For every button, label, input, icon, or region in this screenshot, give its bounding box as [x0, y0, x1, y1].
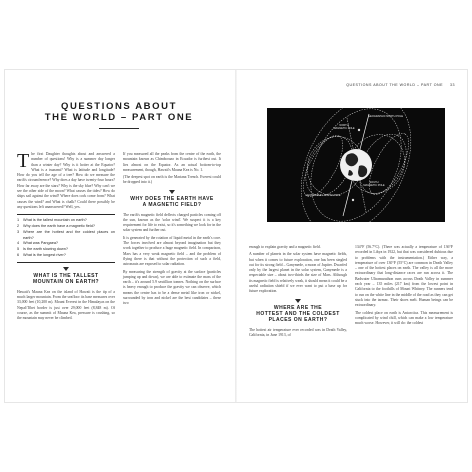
list-item-number: 1	[17, 218, 20, 223]
title-divider	[99, 128, 139, 129]
heading-line-2: MOUNTAIN ON EARTH?	[32, 279, 100, 286]
body-paragraph: If you measured all the peaks from the centre of the earth, the mountain known as Chimborazo in Ecuador is furthest out. It lies almost on the Equator. As an actual bottom-to-top measurement, though, Hawaii's Mauna Kea is No. 1.	[123, 152, 221, 172]
right-column-a	[249, 245, 347, 340]
heading-line-1: WHY DOES THE EARTH HAVE	[130, 195, 214, 202]
list-item-number: 5	[17, 247, 20, 252]
page-number: 33	[450, 83, 455, 87]
section-heading-magnetic-field	[123, 190, 221, 209]
list-item-text: What is the tallest mountain on earth?	[23, 218, 87, 223]
heading-marker-icon	[63, 267, 69, 271]
list-item-number: 3	[17, 229, 20, 234]
chapter-title	[19, 101, 219, 123]
body-paragraph: By measuring the strength of gravity at the surface (particles jumping up and down), we are able to estimate the mass of the earth – it's around 5.9 sextillion tonnes. Nothing on the surface is heavy enough to produce the gravity we can observe, which means the centre has to be a dense metal like iron or nickel, surrounded by iron and nickel are the best candidates – these two	[123, 269, 221, 306]
right-page	[237, 70, 467, 402]
section-heading-text	[123, 196, 221, 209]
intro-text: he first Daughter thoughts about and answered a number of questions! Why is a summer day longer than a winter day? Why is it hotter at the Equator? What is a tsunami? What is latitude and longitude? How do you tell the age of a tree? How do we measure the earth's circumference? Why does a day have twenty-four hours? How far away are the stars? Why is the sky blue? Why can't we see the other side of the moon? What causes the tides? How do ships sail against the wind? Where does cork come from? What causes the wind? and What is chalk? Could there possibly be any questions left unanswered? Well, yes.	[17, 152, 115, 209]
running-head-title: QUESTIONS ABOUT THE WORLD – PART ONE	[346, 83, 443, 87]
chapter-title-line-2: THE WORLD – PART ONE	[44, 112, 194, 123]
drop-cap: T	[17, 150, 30, 172]
body-paragraph: Hawaii's Mauna Kea on the island of Hawaii is the tip of a much larger mountain. From the seafloor its base measures over 33,000 feet (10,200 m). Mount Everest in the Himalayas on the Nepal/Tibet border is just over 29,000 feet (8,848 m). Of course, as the summit of Mauna Kea, pressure is crushing, so the mountain may never be climbed.	[17, 289, 115, 321]
running-head	[251, 83, 455, 91]
body-paragraph: enough to explain gravity and a magnetic field.	[249, 245, 321, 249]
chapter-title-line-1: QUESTIONS ABOUT	[60, 101, 177, 112]
list-item-number: 2	[17, 224, 20, 229]
heading-line-2: A MAGNETIC FIELD?	[142, 202, 202, 209]
body-paragraph: (The deepest spot on earth is the Mariana Trench. Everest could be dropped into it.)	[123, 175, 221, 185]
list-item-text: What is the longest river?	[23, 253, 66, 258]
pole-marker	[352, 199, 354, 201]
section-heading-text	[17, 273, 115, 286]
left-page	[5, 70, 235, 402]
label-geographic-south-pole: GEOGRAPHIC SOUTH POLE	[305, 194, 341, 197]
intro-paragraph	[17, 152, 115, 210]
body-paragraph: 134°F (56.7°C). (There was actually a temperature of 136°F recorded in Libya in 1922, but that was considered dubious due to problems with the instrumentation.) Either way, a temperature of over 130°F (55°C) are common in Death Valley – one of the hottest places on earth. The valley is all the more extraordinary that long-distance races are run across it. The Badwater Ultramarathon runs across Death Valley in summer each year – 135 miles (217 km) from the lowest point in California to the foothills of Mount Whitney. The runners tend to run on the white line in the middle of the road as they can get stuck into the tarmac. Their shoes melt. Human beings can be extraordinary.	[355, 245, 453, 308]
body-paragraph: The hottest air temperature ever recorded was in Death Valley, California, in June 1913, of	[249, 327, 347, 338]
body-paragraph: The coldest place on earth is Antarctica. This measurement is complicated by wind chill, which can make a low temperature much worse. However, it will do: the coldest	[355, 310, 453, 326]
body-paragraph: A number of planets in the solar system have magnetic fields, but when it comes to future exploration, one has been singled out for its strong field – Ganymede, a moon of Jupiter. Dwarfed only by the largest planet in the solar system, Ganymede is a respectable size – about two-thirds the size of Mars. Although its magnetic field is relatively weak, it should mean it could be a useful radiation shield if we ever want to put a base up for future exploration.	[249, 252, 347, 294]
body-paragraph: It is generated by the rotation of liquid metal in the earth's core. The forces involved are almost beyond imagination but they work together to produce a huge magnetic field. In comparison, Mars has a very weak magnetic field – and the problem of flying there is that without the protection of such a field, astronauts are exposed to solar radiation.	[123, 235, 221, 267]
list-item-text: Where are the hottest and the coldest places on earth?	[23, 229, 115, 240]
heading-marker-icon	[295, 299, 301, 303]
question-list	[17, 214, 115, 263]
list-item-text: What was Pangaea?	[23, 241, 59, 246]
book-spread	[5, 70, 467, 402]
magnetic-field-diagram	[267, 108, 445, 222]
list-item	[17, 253, 115, 259]
list-item-number: 6	[17, 253, 20, 258]
magnetic-field-illustration	[267, 108, 445, 222]
heading-line-1: WHAT IS THE TALLEST	[33, 272, 99, 279]
label-north-magnetic-pole: NORTH MAGNETIC POLE	[333, 124, 355, 131]
body-paragraph: The earth's magnetic field deflects charged particles coming off the sun, known as the 'solar wind'. We suspect it is a key requirement for life to exist, so it's something we look for in the solar system and further out.	[123, 212, 221, 233]
list-item	[17, 230, 115, 242]
section-heading-text	[249, 305, 347, 324]
label-geographic-north-pole: GEOGRAPHIC NORTH POLE	[368, 115, 404, 118]
list-item-text: Why does the earth have a magnetic field?	[23, 224, 95, 229]
heading-marker-icon	[169, 190, 175, 194]
heading-line-1: WHERE ARE THE	[273, 304, 323, 311]
pole-marker	[358, 129, 360, 131]
left-column-a	[17, 152, 115, 323]
left-column-b	[123, 152, 221, 309]
heading-line-3: PLACES ON EARTH?	[268, 317, 328, 324]
section-heading-hottest-coldest	[249, 299, 347, 324]
right-column-b	[355, 245, 453, 328]
list-item-number: 4	[17, 241, 20, 246]
label-south-magnetic-pole: SOUTH MAGNETIC POLE	[363, 181, 385, 188]
list-item-text: Is the earth slowing down?	[23, 247, 68, 252]
heading-line-2: HOTTEST AND THE COLDEST	[256, 311, 340, 318]
earth-globe	[340, 149, 372, 181]
section-heading-tallest-mountain	[17, 267, 115, 286]
